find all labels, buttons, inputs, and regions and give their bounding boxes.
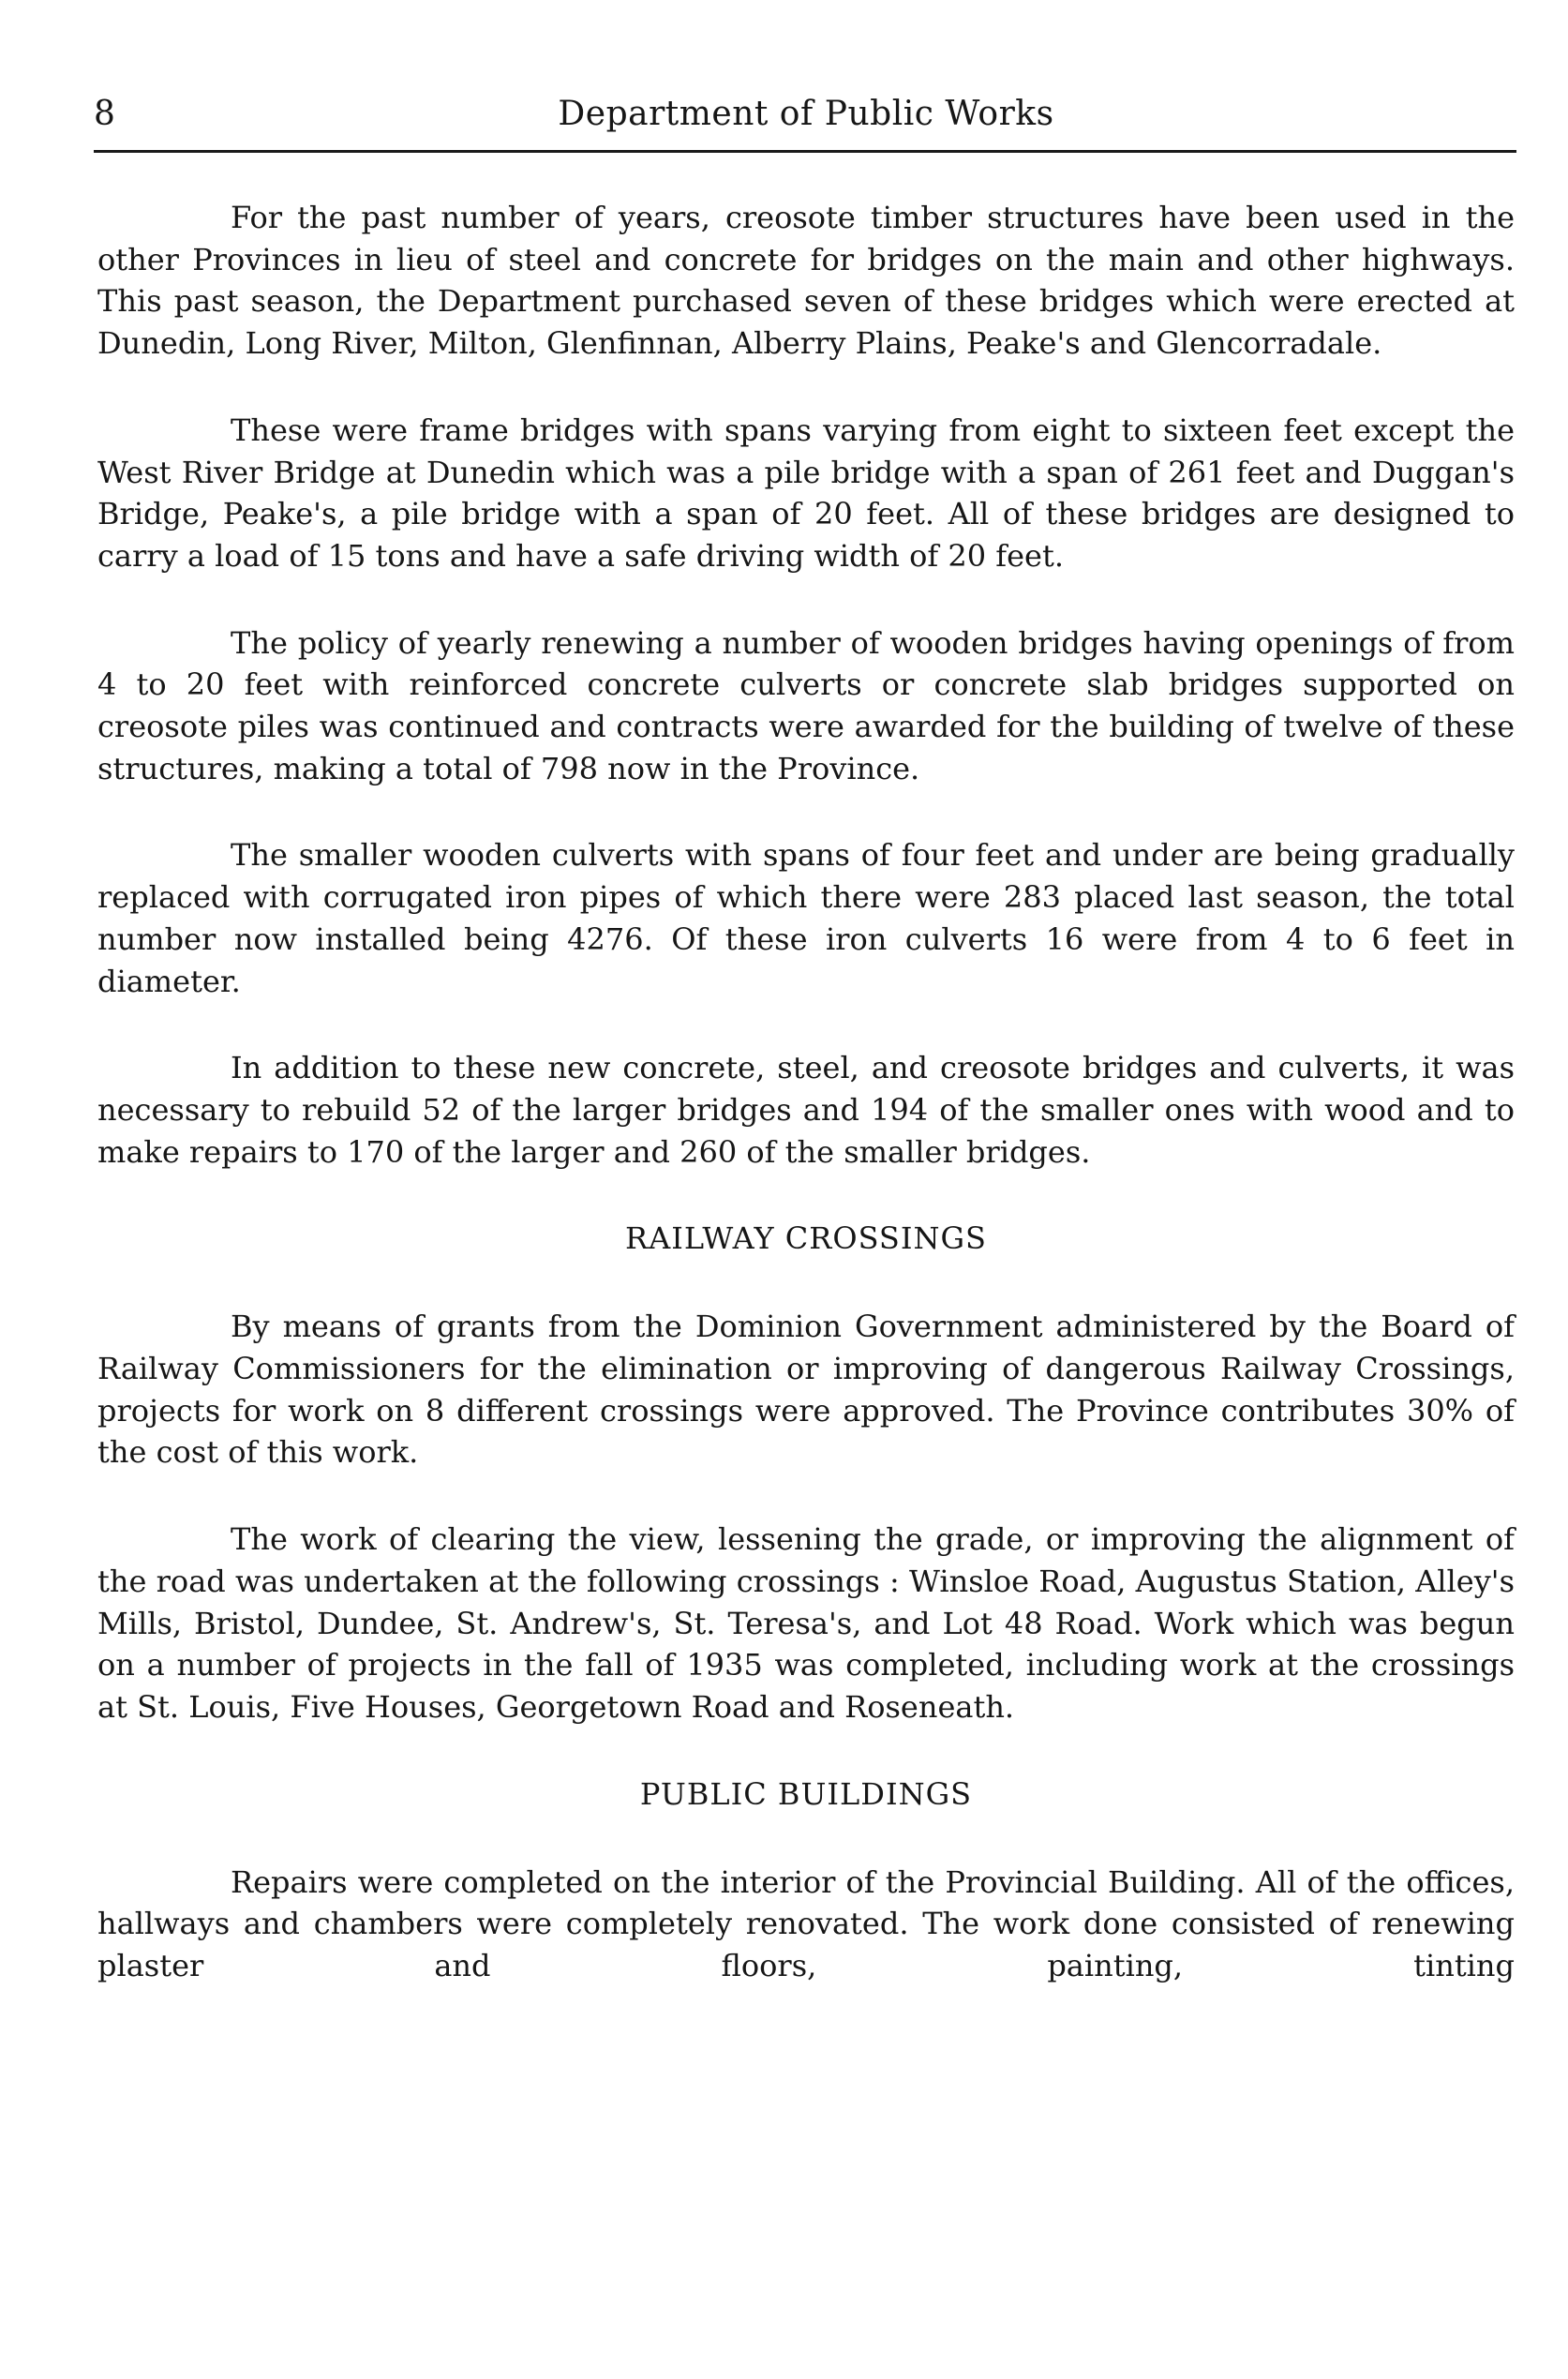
body-text [97,197,1515,1987]
page-number: 8 [94,95,115,133]
paragraph-railway-work: The work of clearing the view, lessening the grade, or improving the alignment of the road was undertaken at the following crossings : Winsloe Road, Augustus Station, Alley's Mills, Bristol, Dundee, St. Andrew's, St. Teresa's, and Lot 48 Road. Work which was begun on a number of projects in the fall of 1935 was completed, including work at the crossings at St. Louis, Five Houses, Georgetown Road and Roseneath. [97,1521,1515,1725]
paragraph-repairs: In addition to these new concrete, steel, and creosote bridges and culverts, it was necessary to rebuild 52 of the larger bridges and 194 of the smaller ones with wood and to make repairs to 170 of the larger and 260 of the smaller bridges. [97,1050,1515,1170]
running-header [94,92,1518,148]
paragraph-frame-bridges: These were frame bridges with spans varying from eight to sixteen feet except the West River Bridge at Dunedin which was a pile bridge with a span of 261 feet and Duggan's Bridge, Peake's, a pile bridge with a span of 20 feet. All of these bridges are designed to carry a load of 15 tons and have a safe driving width of 20 feet. [97,411,1515,574]
header-title: Department of Public Works [558,95,1054,133]
paragraph-railway-grants: By means of grants from the Dominion Government administered by the Board of Railway Commissioners for the elimination or improving of dangerous Railway Crossings, projects for work on 8 different crossings were approved. The Province contributes 30% of the cost of this work. [97,1309,1515,1471]
paragraph-creosote-bridges: For the past number of years, creosote timber structures have been used in the other Provinces in lieu of steel and concrete for bridges on the main and other highways. This past season, the Department purchased seven of these bridges which were erected at Dunedin, Long River, Milton, Glenfinnan, Alberry Plains, Peake's and Glencorradale. [97,200,1515,362]
paragraph-culverts: The smaller wooden culverts with spans of four feet and under are being gradually replaced with corrugated iron pipes of which there were 283 placed last season, the total number now installed being 4276. Of these iron culverts 16 were from 4 to 6 feet in diameter. [97,837,1515,999]
paragraph-renewal-policy: The policy of yearly renewing a number of wooden bridges having openings of from 4 to 20 feet with reinforced concrete culverts or concrete slab bridges supported on creosote piles was continued and contracts were awarded for the building of twelve of these structures, making a total of 798 now in the Province. [97,624,1515,786]
section-heading-public-buildings: PUBLIC BUILDINGS [639,1775,973,1812]
section-heading-railway-crossings: RAILWAY CROSSINGS [625,1220,987,1257]
header-rule [94,150,1516,153]
paragraph-provincial-building: Repairs were completed on the interior of the Provincial Building. All of the offices, hallways and chambers were completely renovated. The work done consisted of renewing plaster and floors, painting, tinting [97,1863,1515,1984]
